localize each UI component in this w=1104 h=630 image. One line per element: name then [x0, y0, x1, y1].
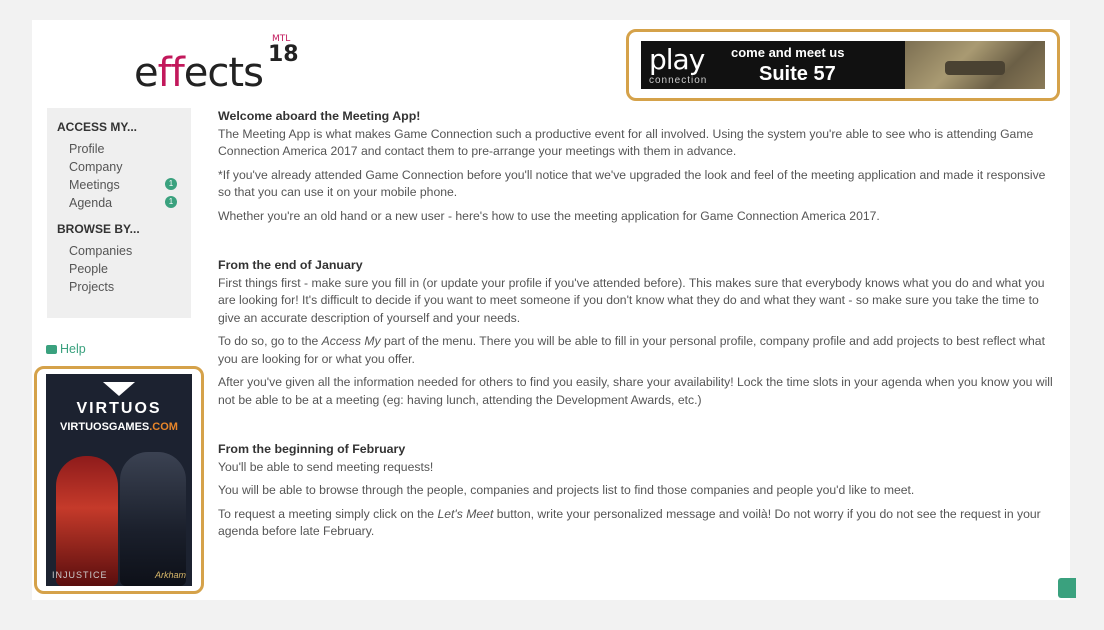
banner-brand-sub: connection [649, 75, 708, 86]
logo-number: 18 [268, 42, 299, 67]
side-banner-inner [46, 374, 192, 586]
main-content [218, 108, 1054, 541]
help-link[interactable]: Help [46, 342, 86, 356]
logo-wordmark: effects [134, 50, 263, 96]
february-paragraph-2: You will be able to browse through the people, companies and projects list to find those companies and people you'd like to meet. [218, 483, 915, 497]
sidebar-item-people[interactable]: People [69, 262, 108, 276]
february-heading: From the beginning of February [218, 442, 406, 456]
banner-inner [641, 41, 1045, 89]
logo-tag: MTL [272, 34, 291, 44]
virtuos-ad-banner[interactable] [34, 366, 204, 594]
effects-logo[interactable] [134, 34, 314, 102]
virtuos-brand: VIRTUOS [76, 400, 162, 417]
banner-headline: come and meet us [731, 45, 845, 60]
play-connection-ad-banner[interactable] [626, 29, 1060, 101]
february-paragraph-3: To request a meeting simply click on the Let's Meet button, write your personalized message and voilà! Do not worry if you do not see the request in your agenda before late February. [218, 506, 1041, 538]
chat-widget-tab[interactable] [1058, 578, 1076, 598]
sidebar-item-company[interactable]: Company [69, 160, 123, 174]
january-paragraph-3: After you've given all the information needed for others to find you easily, share your availability! Lock the time slots in your agenda when you know you will not be able to be at a meeting (eg: having lunch, attending the Development Awards, etc.) [218, 375, 1053, 407]
welcome-paragraph-1: The Meeting App is what makes Game Connection such a productive event for all involved. Using the system you're able to see who is attending Game Connection America 2017 and contact them to pre-arrange your meetings with them in advance. [218, 126, 1034, 158]
page-container [32, 20, 1070, 600]
injustice-logo: INJUSTICE [52, 570, 108, 580]
january-heading: From the end of January [218, 258, 363, 272]
banner-suite: Suite 57 [759, 63, 836, 85]
virtuos-logo-icon [103, 382, 135, 396]
january-paragraph-1: First things first - make sure you fill in (or update your profile if you've attended before). This makes sure that everybody knows what you do and what you are looking for! It's difficult to decide if you want to meet someone if you don't know what they do and what they want - so make sure you take the time to give an accurate description of yourself and your needs. [218, 275, 1045, 325]
sidebar-item-profile[interactable]: Profile [69, 142, 105, 156]
tank-image [905, 41, 1045, 89]
sidebar-item-companies[interactable]: Companies [69, 244, 133, 258]
sidebar-nav [47, 108, 191, 318]
batman-hero-image [120, 452, 186, 586]
welcome-paragraph-3: Whether you're an old hand or a new user - here's how to use the meeting application for Game Connection America 2017. [218, 208, 880, 223]
sidebar-item-agenda[interactable]: Agenda 1 [57, 194, 181, 212]
flash-hero-image [56, 456, 118, 586]
sidebar-item-projects[interactable]: Projects [69, 280, 115, 294]
banner-brand: play [649, 43, 705, 76]
arkham-logo: Arkham [154, 570, 186, 580]
virtuos-url: VIRTUOSGAMES.COM [60, 421, 178, 433]
browse-by-heading: BROWSE BY... [57, 222, 140, 236]
agenda-count-badge: 1 [165, 196, 177, 208]
january-paragraph-2: To do so, go to the Access My part of the menu. There you will be able to fill in your personal profile, company profile and add projects to best reflect what you are looking for or what you offer. [218, 334, 1045, 366]
help-icon [46, 345, 57, 354]
welcome-paragraph-2: *If you've already attended Game Connection before you'll notice that we've upgraded the look and feel of the meeting application and made it responsive so that you can use it on your mobile phone. [218, 167, 1046, 199]
sidebar-item-meetings[interactable]: Meetings 1 [57, 176, 181, 194]
welcome-heading: Welcome aboard the Meeting App! [218, 109, 421, 123]
meetings-count-badge: 1 [165, 178, 177, 190]
access-my-heading: ACCESS MY... [57, 120, 138, 134]
february-paragraph-1: You'll be able to send meeting requests! [218, 459, 434, 474]
